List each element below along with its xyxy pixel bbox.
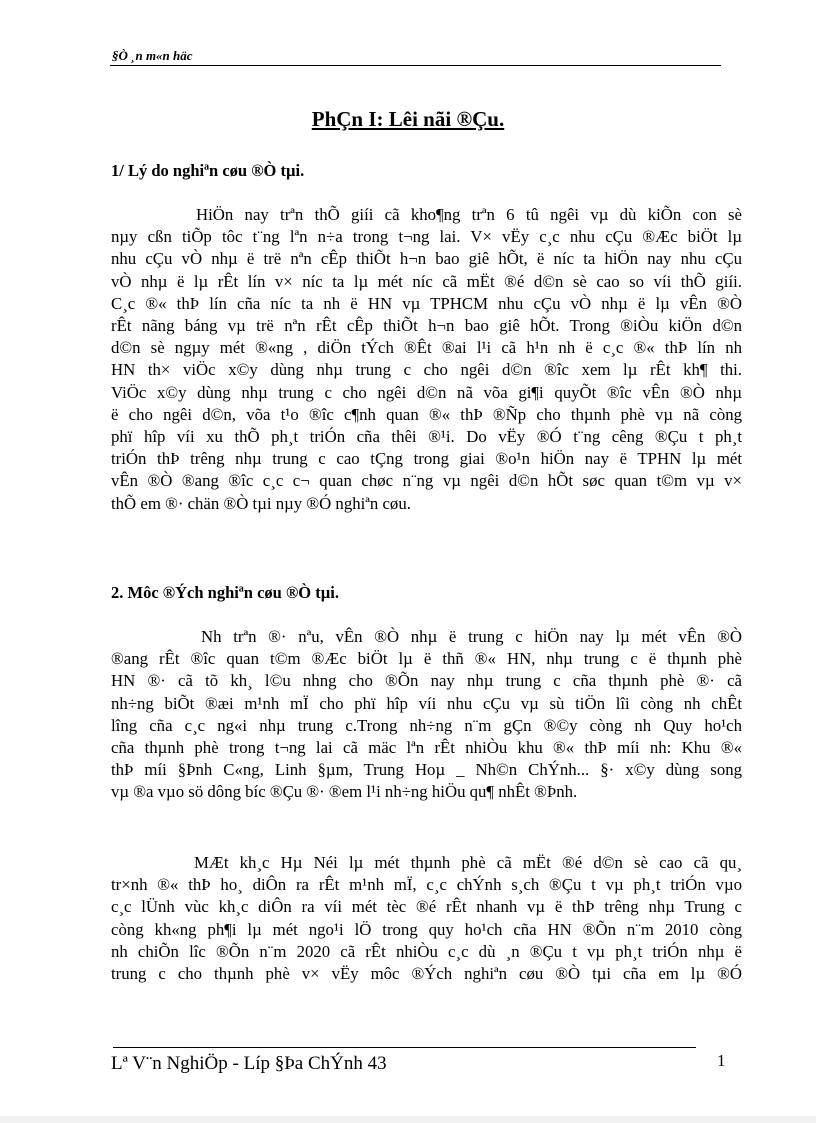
text-line: rÊt nãng báng vµ trë nªn rÊt cÊp thiÕt h¬n bao giê hÕt. Trong ®iÒu kiÖn d©n bbox=[111, 316, 742, 336]
text-line: cña thµnh phè trong t¬ng lai cã mäc lªn rÊt nhiÒu khu ®« thÞ míi nh: Khu ®« bbox=[111, 738, 742, 758]
text-line: thÕ em ®· chän ®Ò tµi nµy ®Ó nghiªn cøu. bbox=[111, 493, 411, 513]
text-line: HN ®· cã tõ kh¸ l©u nhng cho ®Õn nay nhµ trung c cña thµnh phè ®· cã bbox=[111, 671, 742, 691]
text-line: còng kh«ng ph¶i lµ mét ngo¹i lÖ trong quy ho¹ch cña HN ®Õn n¨m 2010 còng bbox=[111, 919, 742, 939]
text-line: MÆt kh¸c Hµ Néi lµ mét thµnh phè cã mËt ®é d©n sè cao cã qu¸ bbox=[194, 853, 742, 872]
text-line: d©n sè ngµy mét ®«ng , diÖn tÝch ®Êt ®ai l¹i cã h¹n nh ë c¸c ®« thÞ lín nh bbox=[111, 338, 742, 358]
text-line: triÓn thÞ trêng nhµ trung c cao tÇng trong giai ®o¹n hiÖn nay ë TPHN lµ mét bbox=[111, 449, 742, 469]
running-footer: Lª V¨n NghiÖp - Líp §Þa ChÝnh 43 bbox=[111, 1053, 387, 1074]
text-line: ë cho ngêi d©n, võa t¹o ®îc c¶nh quan ®« thÞ ®Ñp cho thµnh phè vµ nã còng bbox=[111, 404, 742, 424]
page-title: PhÇn I: Lêi nãi ®Çu. bbox=[311, 107, 505, 131]
section-1-paragraph bbox=[111, 204, 742, 515]
text-line: nh÷ng biÕt ®æi m¹nh mÏ cho phï hîp víi nhu cÇu vµ sù tiÖn lîi còng nh chÊt bbox=[111, 693, 742, 713]
section-2-paragraph-2 bbox=[111, 852, 742, 985]
page-edge bbox=[0, 1116, 816, 1123]
text-line: ViÖc x©y dùng nhµ trung c cho ngêi d©n nã võa gi¶i quyÕt ®îc vÊn ®Ò nhµ bbox=[111, 382, 742, 402]
header-rule bbox=[110, 65, 721, 66]
text-line: nhu cÇu vÒ nhµ ë trë nªn cÊp thiÕt h¬n bao giê hÕt, ë níc ta hiÖn nay nhu cÇu bbox=[111, 249, 742, 269]
section-1-heading: 1/ Lý do nghiªn cøu ®Ò tµi. bbox=[111, 161, 305, 180]
text-line: c¸c lÜnh vùc kh¸c diÔn ra víi mét tèc ®é rÊt nhanh vµ ë thÞ trêng nhµ Trung c bbox=[111, 897, 742, 917]
text-line: vµ ®a vµo sö dông bíc ®Çu ®· ®em l¹i nh÷ng hiÖu qu¶ nhÊt ®Þnh. bbox=[111, 782, 578, 802]
text-line: ®ang rÊt ®îc quan t©m ®Æc biÖt lµ ë thñ ®« HN, nhµ trung c ë thµnh phè bbox=[111, 649, 742, 669]
text-line: C¸c ®« thÞ lín cña níc ta nh ë HN vµ TPHCM nhu cÇu vÒ nhµ ë lµ vÊn ®Ò bbox=[111, 293, 742, 313]
section-2-paragraph-1 bbox=[111, 626, 742, 804]
footer-rule bbox=[113, 1047, 696, 1048]
text-line: vÊn ®Ò ®ang ®îc c¸c c¬ quan chøc n¨ng vµ ngêi d©n hÕt søc quan t©m vµ v× bbox=[111, 471, 742, 491]
text-line: nµy cßn tiÕp tôc t¨ng lªn n÷a trong t¬ng lai. V× vËy c¸c nhu cÇu ®Æc biÖt lµ bbox=[111, 227, 742, 247]
text-line: trung c cho thµnh phè v× vËy môc ®Ých nghiªn cøu ®Ò tµi cña em lµ ®Ó bbox=[111, 964, 742, 984]
text-line: nh chiÕn lîc ®Õn n¨m 2020 cã rÊt nhiÒu c¸c dù ¸n ®Çu t vµ ph¸t triÓn nhµ ë bbox=[111, 941, 742, 961]
text-line: phï hîp víi xu thÕ ph¸t triÓn cña thêi ®¹i. Do vËy ®Ó t¨ng cêng ®Çu t ph¸t bbox=[111, 427, 742, 447]
section-2-heading: 2. Môc ®Ých nghiªn cøu ®Ò tµi. bbox=[111, 583, 339, 602]
text-line: tr×nh ®« thÞ ho¸ diÔn ra rÊt m¹nh mÏ, c¸c chÝnh s¸ch ®Çu t vµ ph¸t triÓn vµo bbox=[111, 875, 742, 895]
text-line: vÒ nhµ ë lµ rÊt lín v× níc ta lµ mét níc cã mËt ®é d©n sè cao so víi thÕ giíi. bbox=[111, 271, 742, 291]
text-line: HiÖn nay trªn thÕ giíi cã kho¶ng trªn 6 tû ngêi vµ dù kiÕn con sè bbox=[196, 205, 742, 224]
running-header: §Ò ¸n m«n häc bbox=[112, 48, 193, 63]
text-line: HN th× viÖc x©y dùng nhµ trung c cho ngêi d©n ®îc xem lµ rÊt kh¶ thi. bbox=[111, 360, 742, 380]
text-line: lîng cña c¸c ng«i nhµ trung c.Trong nh÷ng n¨m gÇn ®©y còng nh Quy ho¹ch bbox=[111, 715, 742, 735]
text-line: thÞ míi §Þnh C«ng, Linh §µm, Trung Hoµ _ Nh©n ChÝnh... §· x©y dùng song bbox=[111, 760, 742, 780]
page-number: 1 bbox=[717, 1051, 726, 1070]
text-line: Nh trªn ®· nªu, vÊn ®Ò nhµ ë trung c hiÖn nay lµ mét vÊn ®Ò bbox=[201, 627, 742, 646]
